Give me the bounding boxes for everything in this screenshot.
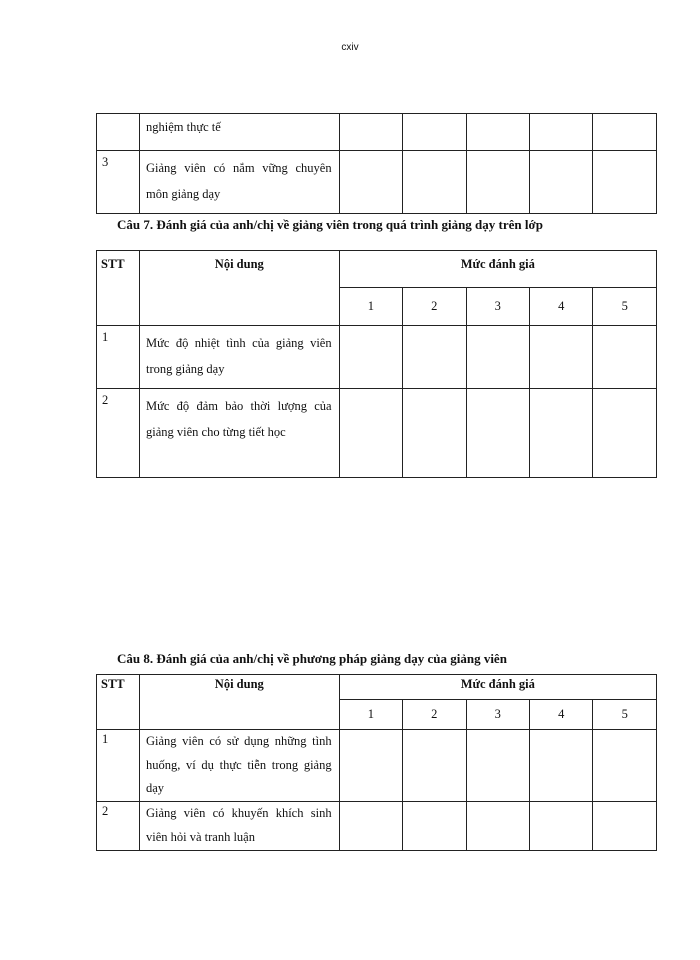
stt-header: STT — [97, 251, 140, 326]
table-row — [97, 389, 657, 478]
rating-cell-2[interactable] — [403, 802, 466, 851]
content-cell: Mức độ đảm bảo thời lượng của giảng viên cho từng tiết học — [139, 389, 339, 478]
rating-cell-1[interactable] — [339, 151, 402, 214]
rating-cell-2[interactable] — [403, 114, 466, 151]
table-row — [97, 730, 657, 802]
header-row — [97, 675, 657, 700]
question-7-table — [96, 250, 657, 478]
question-8-caption: Câu 8. Đánh giá của anh/chị về phương pháp giảng dạy của giảng viên — [117, 651, 507, 666]
rating-cell-1[interactable] — [339, 389, 402, 478]
rating-cell-2[interactable] — [403, 151, 466, 214]
rating-cell-4[interactable] — [530, 389, 593, 478]
header-row — [97, 251, 657, 288]
stt-cell: 2 — [97, 389, 140, 478]
question-7-caption: Câu 7. Đánh giá của anh/chị về giảng viên trong quá trình giảng dạy trên lớp — [117, 217, 543, 232]
rating-cell-4[interactable] — [530, 151, 593, 214]
content-cell: Giảng viên có khuyến khích sinh viên hỏi và tranh luận — [139, 802, 339, 851]
rating-cell-3[interactable] — [466, 151, 529, 214]
rating-cell-2[interactable] — [403, 389, 466, 478]
rating-cell-4[interactable] — [530, 802, 593, 851]
content-cell: Giảng viên có nắm vững chuyên môn giảng dạy — [139, 151, 339, 214]
rating-cell-1[interactable] — [339, 730, 402, 802]
rating-cell-1[interactable] — [339, 114, 402, 151]
table-row — [97, 114, 657, 151]
scale-label-4: 4 — [530, 288, 593, 326]
scale-label-5: 5 — [593, 700, 657, 730]
question-8-table — [96, 674, 657, 851]
rating-cell-5[interactable] — [593, 114, 657, 151]
stt-cell: 1 — [97, 730, 140, 802]
rating-cell-3[interactable] — [466, 802, 529, 851]
rating-header: Mức đánh giá — [339, 675, 656, 700]
scale-label-2: 2 — [403, 288, 466, 326]
stt-cell — [97, 114, 140, 151]
content-header: Nội dung — [139, 251, 339, 326]
rating-cell-5[interactable] — [593, 326, 657, 389]
rating-cell-1[interactable] — [339, 326, 402, 389]
rating-cell-5[interactable] — [593, 802, 657, 851]
rating-cell-4[interactable] — [530, 326, 593, 389]
stt-header: STT — [97, 675, 140, 730]
content-cell: nghiệm thực tế — [139, 114, 339, 151]
scale-label-1: 1 — [339, 288, 402, 326]
scale-label-4: 4 — [530, 700, 593, 730]
rating-header: Mức đánh giá — [339, 251, 656, 288]
rating-cell-4[interactable] — [530, 730, 593, 802]
rating-cell-4[interactable] — [530, 114, 593, 151]
page-number: cxiv — [341, 42, 359, 53]
rating-cell-2[interactable] — [403, 730, 466, 802]
content-cell: Mức độ nhiệt tình của giảng viên trong giảng dạy — [139, 326, 339, 389]
scale-label-2: 2 — [403, 700, 466, 730]
rating-cell-5[interactable] — [593, 151, 657, 214]
rating-cell-3[interactable] — [466, 326, 529, 389]
rating-cell-1[interactable] — [339, 802, 402, 851]
table-continued — [96, 113, 657, 214]
rating-cell-5[interactable] — [593, 730, 657, 802]
rating-cell-3[interactable] — [466, 114, 529, 151]
rating-cell-5[interactable] — [593, 389, 657, 478]
table-row — [97, 802, 657, 851]
content-cell: Giảng viên có sử dụng những tình huống, ví dụ thực tiễn trong giảng dạy — [139, 730, 339, 802]
scale-label-3: 3 — [466, 288, 529, 326]
scale-label-5: 5 — [593, 288, 657, 326]
rating-cell-3[interactable] — [466, 389, 529, 478]
stt-cell: 2 — [97, 802, 140, 851]
scale-label-1: 1 — [339, 700, 402, 730]
rating-cell-2[interactable] — [403, 326, 466, 389]
stt-cell: 3 — [97, 151, 140, 214]
scale-label-3: 3 — [466, 700, 529, 730]
stt-cell: 1 — [97, 326, 140, 389]
table-row — [97, 326, 657, 389]
table-row — [97, 151, 657, 214]
content-header: Nội dung — [139, 675, 339, 730]
rating-cell-3[interactable] — [466, 730, 529, 802]
